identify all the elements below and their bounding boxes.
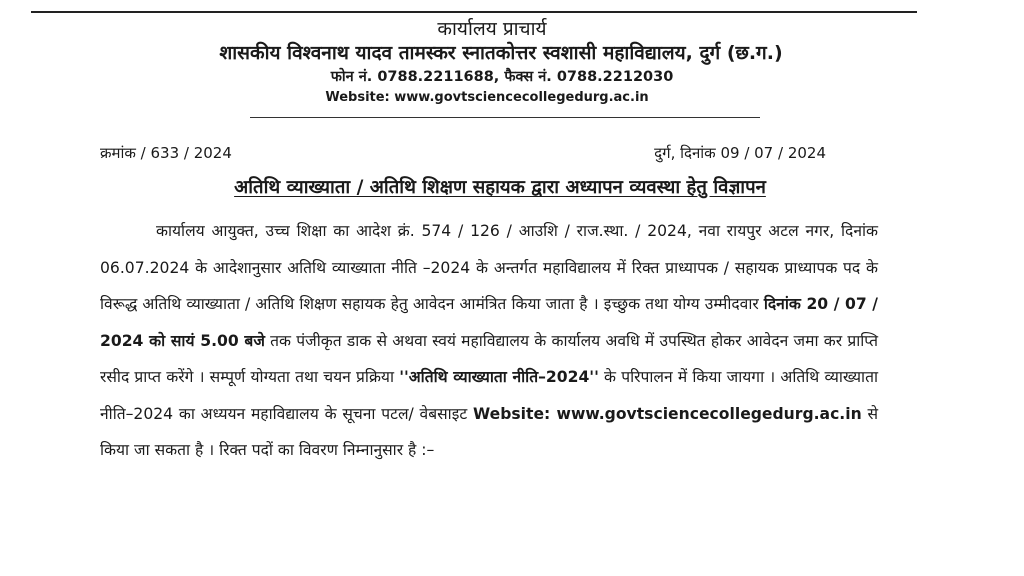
website-reference: Website: www.govtsciencecollegedurg.ac.in: [473, 404, 862, 423]
body-part-1: कार्यालय आयुक्त, उच्च शिक्षा का आदेश क्रं. 574 / 126 / आउशि / राज.स्था. / 2024, नवा रायपुर अटल नगर, दिनांक 06.07.2024 के आदेशानुसार अतिथि व्याख्याता नीति –2024 के अन्तर्गत महाविद्यालय में रिक्त प्राध्यापक / सहायक प्राध्यापक पद के विरूद्ध अतिथि व्याख्याता / अतिथि शिक्षण सहायक हेतु आवेदन आमंत्रित किया जाता है । इच्छुक तथा योग्य उम्मीदवार: [100, 222, 878, 313]
office-title: कार्यालय प्राचार्य: [437, 18, 547, 40]
letterhead: [0, 18, 1024, 107]
policy-name: ''अतिथि व्याख्याता नीति–2024'': [399, 368, 599, 386]
deadline-text: दिनांक 20 / 07 / 2024 को सायं 5.00 बजे: [100, 295, 878, 350]
notice-title: अतिथि व्याख्याता / अतिथि शिक्षण सहायक द्वारा अध्यापन व्यवस्था हेतु विज्ञापन: [234, 177, 766, 198]
college-name: शासकीय विश्वनाथ यादव तामस्कर स्नातकोत्तर स्वशासी महाविद्यालय, दुर्ग (छ.ग.): [219, 42, 783, 64]
website-line: Website: www.govtsciencecollegedurg.ac.in: [325, 90, 649, 105]
notice-body: [100, 213, 878, 469]
contact-line: फोन नं. 0788.2211688, फैक्स नं. 0788.2212030: [330, 69, 674, 85]
letterhead-underline: [250, 117, 760, 118]
body-part-4: से किया जा सकता है । रिक्त पदों का विवरण निम्नानुसार है :–: [100, 404, 879, 459]
body-part-3: के परिपालन में किया जायगा । अतिथि व्याख्याता नीति–2024 का अध्ययन महाविद्यालय के सूचना पटल/ वेबसाइट: [100, 368, 878, 423]
place-date: दुर्ग, दिनांक 09 / 07 / 2024: [654, 144, 826, 162]
body-part-2: तक पंजीकृत डाक से अथवा स्वयं महाविद्यालय के कार्यालय अवधि में उपस्थित होकर आवेदन जमा कर प्राप्ति रसीद प्राप्त करेंगे । सम्पूर्ण योग्यता तथा चयन प्रक्रिया: [100, 331, 878, 386]
top-border-rule: [31, 11, 917, 13]
reference-number: क्रमांक / 633 / 2024: [100, 144, 232, 162]
